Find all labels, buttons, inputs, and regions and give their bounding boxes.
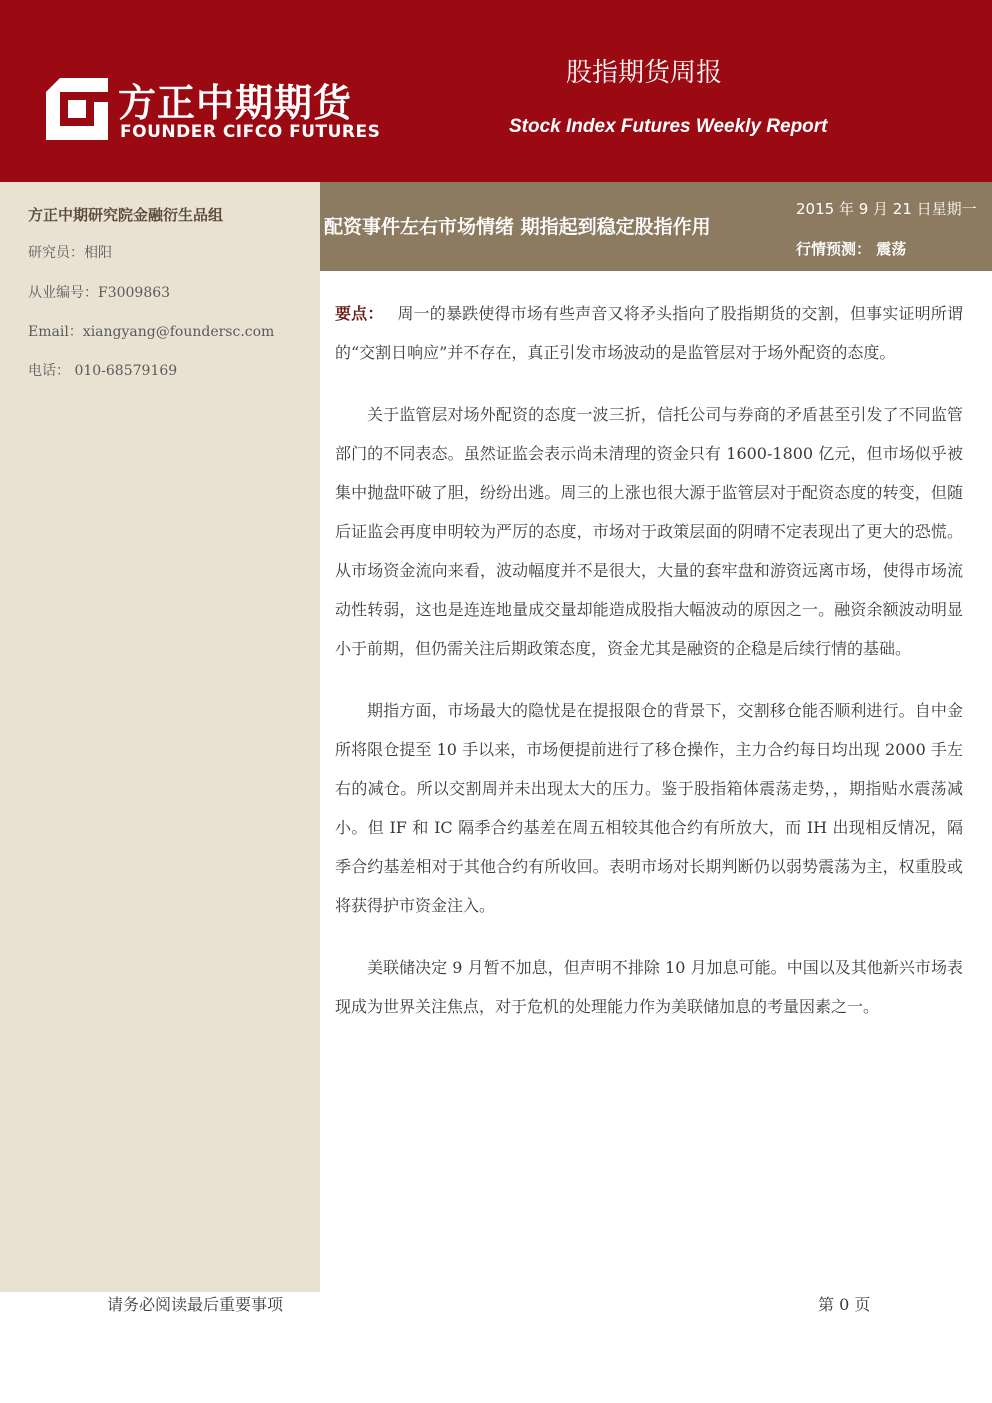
founder-logo-icon: [46, 78, 108, 140]
researcher-phone: 电话： 010-68579169: [28, 363, 178, 379]
report-date: 2015 年 9 月 21 日星期一: [796, 200, 977, 218]
report-title: 配资事件左右市场情绪 期指起到稳定股指作用: [324, 216, 711, 238]
report-header: [0, 0, 992, 182]
title-band: [320, 182, 992, 271]
regulation-paragraph: 关于监管层对场外配资的态度一波三折，信托公司与券商的矛盾甚至引发了不同监管部门的不同表态。虽然证监会表示尚未清理的资金只有 1600-1800 亿元，但市场似乎被集中抛盘吓破了胆，纷纷出逃。周三的上涨也很大源于监管层对于配资态度的转变，但随后证监会再度申明较为严厉的态度，市场对于政策层面的阴晴不定表现出了更大的恐慌。从市场资金流向来看，波动幅度并不是很大，大量的套牢盘和游资远离市场，使得市场流动性转弱，这也是连连地量成交量却能造成股指大幅波动的原因之一。融资余额波动明显小于前期，但仍需关注后期政策态度，资金尤其是融资的企稳是后续行情的基础。: [335, 405, 963, 658]
report-type-en: Stock Index Futures Weekly Report: [509, 116, 828, 137]
company-name-en: FOUNDER CIFCO FUTURES: [120, 122, 381, 142]
market-forecast: 行情预测： 震荡: [796, 240, 907, 258]
author-sidebar: [0, 182, 320, 1292]
key-points-paragraph: [335, 294, 963, 372]
key-points-label: 要点：: [335, 304, 384, 323]
page-number: 第 0 页: [818, 1295, 871, 1314]
company-name-cn: 方正中期期货: [118, 81, 353, 125]
key-points-text: 周一的暴跌使得市场有些声音又将矛头指向了股指期货的交割，但事实证明所谓的“交割日响应”并不存在，真正引发市场波动的是监管层对于场外配资的态度。: [335, 304, 963, 362]
researcher-name: 研究员：相阳: [28, 245, 112, 261]
report-body: [335, 294, 963, 1049]
footer-notice: 请务必阅读最后重要事项: [107, 1295, 284, 1314]
license-number: 从业编号：F3009863: [28, 285, 171, 301]
report-type-cn: 股指期货周报: [566, 58, 723, 88]
research-group: 方正中期研究院金融衍生品组: [28, 206, 224, 224]
futures-paragraph: 期指方面，市场最大的隐忧是在提报限仓的背景下，交割移仓能否顺利进行。自中金所将限仓提至 10 手以来，市场便提前进行了移仓操作，主力合约每日均出现 2000 手左右的减仓。所以交割周并未出现太大的压力。鉴于股指箱体震荡走势，，期指贴水震荡减小。但 IF 和 IC 隔季合约基差在周五相较其他合约有所放大，而 IH 出现相反情况，隔季合约基差相对于其他合约有所收回。表明市场对长期判断仍以弱势震荡为主，权重股或将获得护市资金注入。: [335, 701, 963, 915]
researcher-email: Email：xiangyang@foundersc.com: [28, 324, 275, 340]
fed-paragraph: 美联储决定 9 月暂不加息，但声明不排除 10 月加息可能。中国以及其他新兴市场表现成为世界关注焦点，对于危机的处理能力作为美联储加息的考量因素之一。: [335, 958, 963, 1016]
